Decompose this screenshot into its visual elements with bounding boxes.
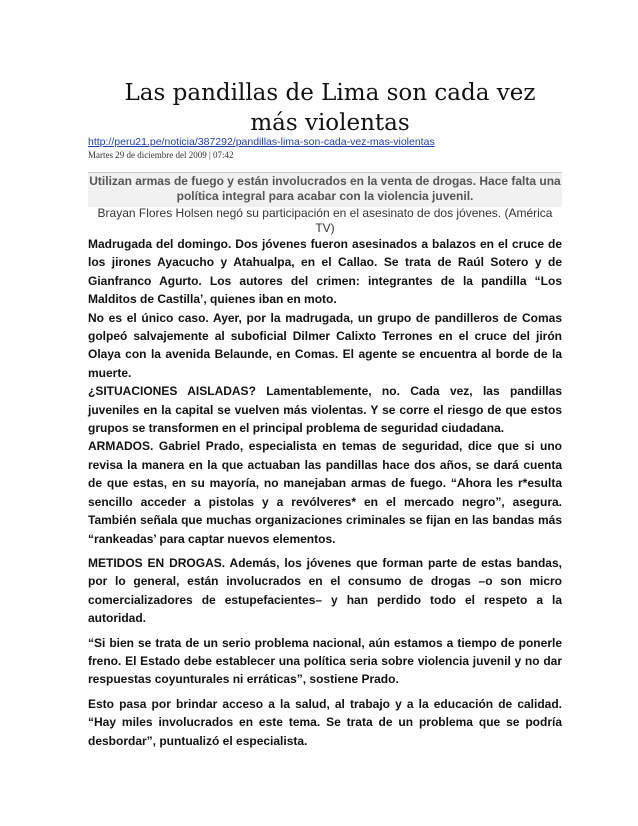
body-paragraph-6: “Si bien se trata de un serio problema nacional, aún estamos a tiempo de ponerle freno. El Estado debe establecer una política seria sobre violencia juvenil y no dar respuestas coyunturales ni erráticas”, sostiene Prado. xyxy=(88,635,562,687)
article-title: Las pandillas de Lima son cada vez más violentas xyxy=(124,80,536,136)
body-paragraph-1: Madrugada del domingo. Dos jóvenes fueron asesinados a balazos en el cruce de los jirones Ayacucho y Atahualpa, en el Callao. Se trata de Raúl Sotero y de Gianfranco Agurto. Los autores del crimen: integrantes de la pandilla “Los Malditos de Castilla’, quienes iban en moto. xyxy=(88,237,562,307)
article-body xyxy=(88,235,562,750)
body-paragraph-7: Esto pasa por brindar acceso a la salud, al trabajo y a la educación de calidad. “Hay miles involucrados en este tema. Se trata de un problema que se podría desbordar”, puntualizó el especialista. xyxy=(88,696,562,748)
article-date: Martes 29 de diciembre del 2009 | 07:42 xyxy=(88,150,234,160)
body-paragraph-4: ARMADOS. Gabriel Prado, especialista en temas de seguridad, dice que si uno revisa la manera en la que actuaban las pandillas hace dos años, se dará cuenta de que estas, en su mayoría, no manejaban armas de fuego. “Ahora les r*esulta sencillo acceder a pistolas y a revólveres* en el mercado negro”, asegura. También señala que muchas organizaciones criminales se fijan en las bandas más “rankeadas’ para captar nuevos elementos. xyxy=(88,439,562,546)
body-paragraph-3: ¿SITUACIONES AISLADAS? Lamentablemente, no. Cada vez, las pandillas juveniles en la capital se vuelven más violentas. Y se corre el riesgo de que estos grupos se transformen en el principal problema de seguridad ciudadana. xyxy=(88,384,562,436)
photo-caption: Brayan Flores Holsen negó su participación en el asesinato de dos jóvenes. (América TV) xyxy=(97,206,553,235)
body-paragraph-5: METIDOS EN DROGAS. Además, los jóvenes que forman parte de estas bandas, por lo general, están involucrados en el consumo de drogas –o son micro comercializadores de estupefacientes– y han perdido todo el respeto a la autoridad. xyxy=(88,555,562,626)
body-paragraph-2: No es el único caso. Ayer, por la madrugada, un grupo de pandilleros de Comas golpeó salvajemente al suboficial Dilmer Calixto Terrones en el cruce del jirón Olaya con la avenida Belaunde, en Comas. El agente se encuentra al borde de la muerte. xyxy=(88,310,562,380)
article-lead: Utilizan armas de fuego y están involucrados en la venta de drogas. Hace falta una política integral para acabar con la violencia juvenil. xyxy=(89,174,561,203)
article-url-link[interactable]: http://peru21.pe/noticia/387292/pandillas-lima-son-cada-vez-mas-violentas xyxy=(88,136,435,148)
